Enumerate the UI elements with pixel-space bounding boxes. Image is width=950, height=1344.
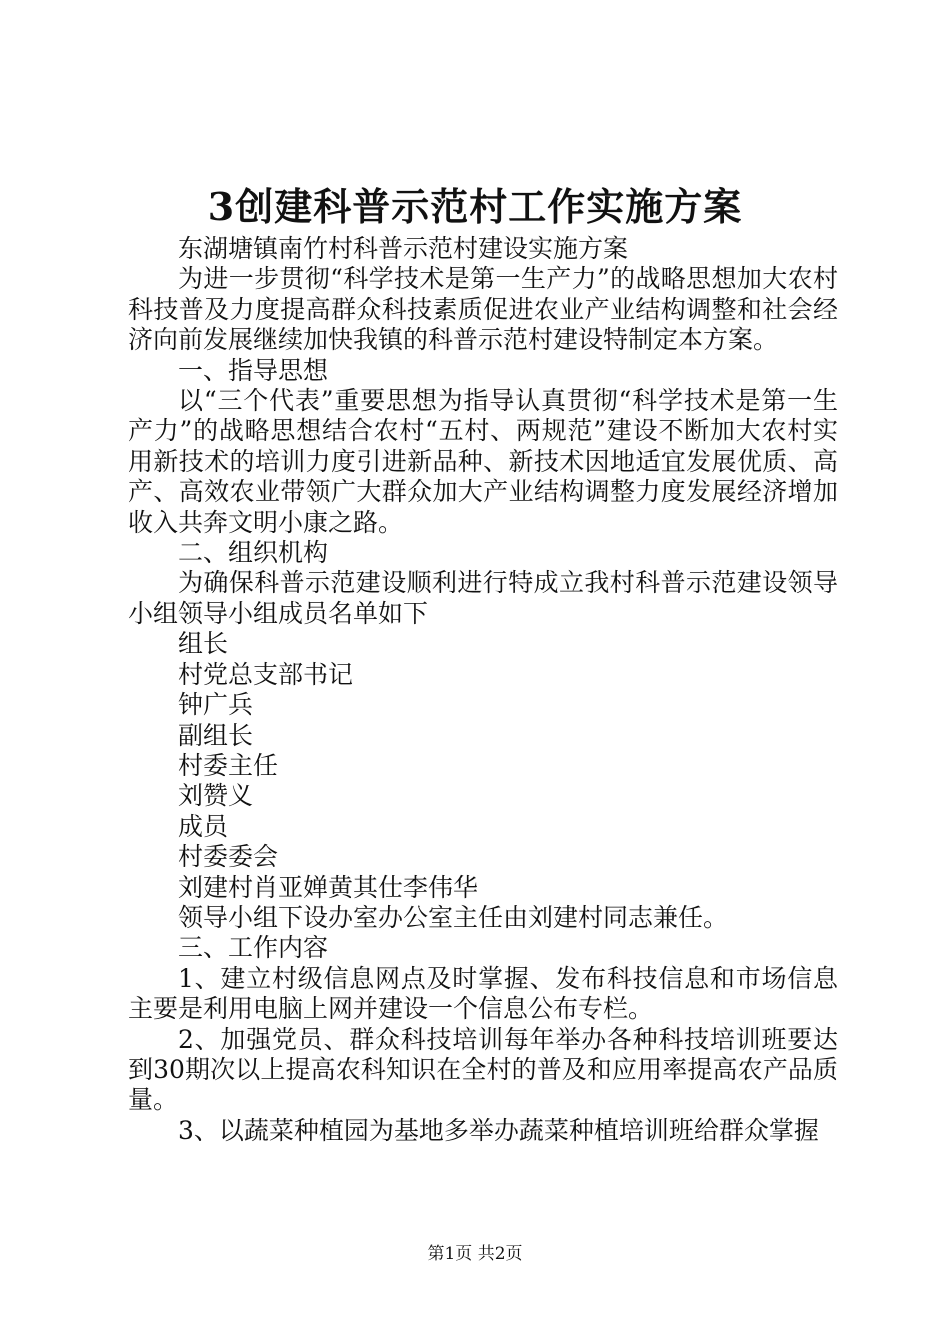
member-list-item: 刘赞义 xyxy=(178,781,254,811)
guiding-thought-paragraph: 以“三个代表”重要思想为指导认真贯彻“科学技术是第一生产力”的战略思想结合农村“五村、两规范”建设不断加大农村实用新技术的培训力度引进新品种、新技术因地适宜发展优质、高产、高效农业带领广大群众加大产业结构调整力度发展经济增加收入共奔文明小康之路。 xyxy=(128,386,838,537)
document-title: 3创建科普示范村工作实施方案 xyxy=(207,184,743,229)
subtitle-paragraph: 东湖塘镇南竹村科普示范村建设实施方案 xyxy=(178,234,629,263)
work-item-paragraph: 2、加强党员、群众科技培训每年举办各种科技培训班要达到30期次以上提高农科知识在全村的普及和应用率提高农产品质量。 xyxy=(128,1024,838,1115)
member-list-item: 钟广兵 xyxy=(178,690,254,720)
work-item-paragraph: 1、建立村级信息网点及时掌握、发布科技信息和市场信息主要是利用电脑上网并建设一个信息公布专栏。 xyxy=(128,963,838,1024)
member-list-item: 村委主任 xyxy=(178,750,279,780)
member-list-item: 成员 xyxy=(178,811,229,841)
section-heading: 三、工作内容 xyxy=(178,933,329,963)
member-list-item: 村委委会 xyxy=(178,842,279,872)
organization-paragraph: 为确保科普示范建设顺利进行特成立我村科普示范建设领导小组领导小组成员名单如下 xyxy=(128,568,838,628)
page-footer: 第1页 共2页 xyxy=(427,1244,523,1264)
office-paragraph: 领导小组下设办室办公室主任由刘建村同志兼任。 xyxy=(178,902,729,932)
work-item-paragraph: 3、以蔬菜种植园为基地多举办蔬菜种植培训班给群众掌握 xyxy=(178,1115,819,1145)
document-body xyxy=(128,234,838,1146)
member-list-item: 组长 xyxy=(178,629,229,659)
member-list-item: 村党总支部书记 xyxy=(178,659,354,689)
section-heading: 二、组织机构 xyxy=(178,538,329,568)
section-heading: 一、指导思想 xyxy=(178,355,329,385)
member-list-item: 刘建村肖亚婵黄其仕李伟华 xyxy=(178,872,479,902)
intro-paragraph: 为进一步贯彻“科学技术是第一生产力”的战略思想加大农村科技普及力度提高群众科技素质促进农业产业结构调整和社会经济向前发展继续加快我镇的科普示范村建设特制定本方案。 xyxy=(128,264,838,355)
member-list-item: 副组长 xyxy=(178,720,254,750)
